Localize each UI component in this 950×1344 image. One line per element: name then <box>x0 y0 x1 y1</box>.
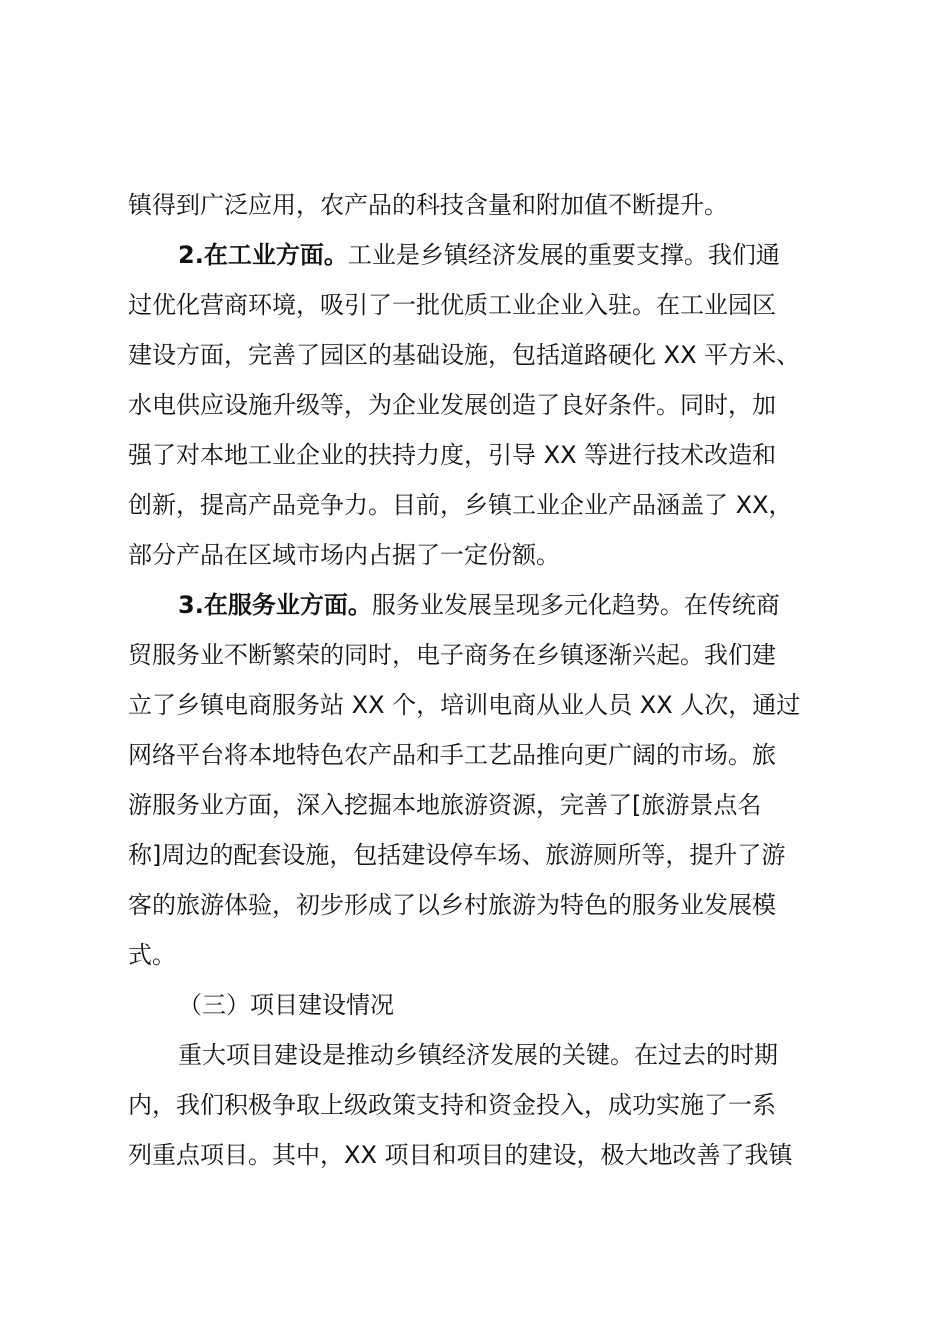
text-line: 内，我们积极争取上级政策支持和资金投入，成功实施了一系 <box>128 1091 776 1119</box>
paragraph-industry-first-line <box>178 235 780 275</box>
text-line: 网络平台将本地特色农产品和手工艺品推向更广阔的市场。旅 <box>128 741 776 769</box>
text-line: 称]周边的配套设施，包括建设停车场、旅游厕所等，提升了游 <box>128 841 786 869</box>
text-line: 强了对本地工业企业的扶持力度，引导 XX 等进行技术改造和 <box>128 441 777 469</box>
text-line: 水电供应设施升级等，为企业发展创造了良好条件。同时，加 <box>128 391 776 419</box>
paragraph-service-first-line <box>178 585 780 625</box>
text-line: 过优化营商环境，吸引了一批优质工业企业入驻。在工业园区 <box>128 291 776 319</box>
section-heading: （三）项目建设情况 <box>178 991 394 1019</box>
text-line: 镇得到广泛应用，农产品的科技含量和附加值不断提升。 <box>128 191 728 219</box>
text-line: 部分产品在区域市场内占据了一定份额。 <box>128 541 560 569</box>
text-line: 游服务业方面，深入挖掘本地旅游资源，完善了[旅游景点名 <box>128 791 762 819</box>
text-line: 重大项目建设是推动乡镇经济发展的关键。在过去的时期 <box>178 1041 778 1069</box>
industry-intro: 工业是乡镇经济发展的重要支撑。我们通 <box>347 241 780 269</box>
text-line: 客的旅游体验，初步形成了以乡村旅游为特色的服务业发展模 <box>128 891 776 919</box>
service-heading: 3.在服务业方面。 <box>178 591 372 619</box>
industry-heading: 2.在工业方面。 <box>178 241 348 269</box>
text-line: 贸服务业不断繁荣的同时，电子商务在乡镇逐渐兴起。我们建 <box>128 641 776 669</box>
text-line: 建设方面，完善了园区的基础设施，包括道路硬化 XX 平方米、 <box>128 341 801 369</box>
text-line: 列重点项目。其中，XX 项目和项目的建设，极大地改善了我镇 <box>128 1141 793 1169</box>
text-line: 立了乡镇电商服务站 XX 个，培训电商从业人员 XX 人次，通过 <box>128 691 801 719</box>
text-line: 式。 <box>128 941 176 969</box>
text-line: 创新，提高产品竞争力。目前，乡镇工业企业产品涵盖了 XX， <box>128 491 793 519</box>
service-intro: 服务业发展呈现多元化趋势。在传统商 <box>371 591 780 619</box>
